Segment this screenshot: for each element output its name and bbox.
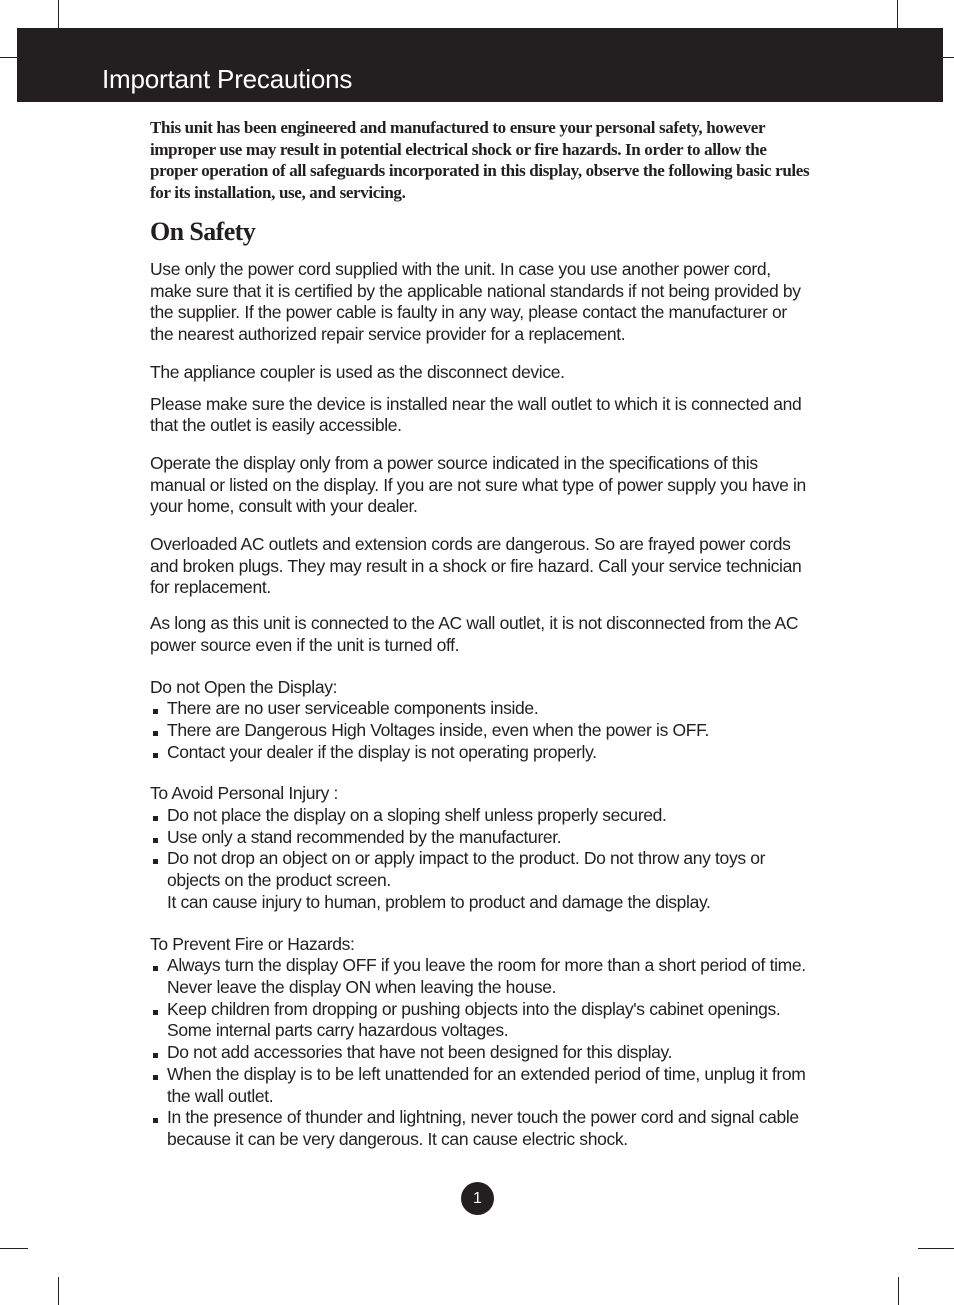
- crop-mark-top-left-vertical: [58, 0, 59, 28]
- bullet-square-icon: [153, 1075, 158, 1080]
- bullet-square-icon: [153, 816, 158, 821]
- list-item: In the presence of thunder and lightning, never touch the power cord and signal cable because it can be very dangerous. It can cause electric shock.: [150, 1107, 810, 1150]
- bullet-square-icon: [153, 731, 158, 736]
- bullet-square-icon: [153, 1010, 158, 1015]
- bullet-square-icon: [153, 859, 158, 864]
- crop-mark-bottom-left-vertical: [58, 1277, 59, 1305]
- crop-mark-top-right-vertical: [897, 0, 898, 28]
- crop-mark-top-left-horizontal: [0, 57, 17, 58]
- bullet-list-do-not-open: [150, 698, 810, 763]
- list-item: Do not drop an object on or apply impact to the product. Do not throw any toys or objects on the product screen.: [150, 848, 810, 891]
- crop-mark-bottom-right-vertical: [898, 1277, 899, 1305]
- safety-paragraph-power-cord: Use only the power cord supplied with the unit. In case you use another power cord, make sure that it is certified by the applicable national standards if not being provided by the supplier. If the power cable is faulty in any way, please contact the manufacturer or the nearest authorized repair service provider for a replacement.: [150, 259, 801, 345]
- list-item-note: It can cause injury to human, problem to product and damage the display.: [167, 891, 711, 912]
- safety-paragraph-disconnect: As long as this unit is connected to the AC wall outlet, it is not disconnected from the AC power source even if the unit is turned off.: [150, 613, 799, 655]
- bullet-square-icon: [153, 1053, 158, 1058]
- page-number-badge: 1: [461, 1182, 494, 1215]
- safety-paragraph-wall-outlet: Please make sure the device is installed near the wall outlet to which it is connected and that the outlet is easily accessible.: [150, 393, 802, 436]
- safety-paragraph-overload: Overloaded AC outlets and extension cords are dangerous. So are frayed power cords and broken plugs. They may result in a shock or fire hazard. Call your service technician for replacement.: [150, 534, 802, 598]
- crop-mark-bottom-left-horizontal: [0, 1248, 28, 1249]
- bullet-square-icon: [153, 709, 158, 714]
- list-item: Use only a stand recommended by the manufacturer.: [150, 827, 810, 849]
- group-heading-personal-injury: To Avoid Personal Injury :: [150, 783, 339, 804]
- crop-mark-top-right-horizontal: [943, 57, 954, 58]
- safety-paragraph-coupler: The appliance coupler is used as the disconnect device.: [150, 361, 565, 382]
- header-bar: [17, 28, 943, 102]
- bullet-square-icon: [153, 838, 158, 843]
- bullet-square-icon: [153, 1118, 158, 1123]
- list-item: Do not place the display on a sloping shelf unless properly secured.: [150, 805, 810, 827]
- list-item: Always turn the display OFF if you leave the room for more than a short period of time. Never leave the display ON when leaving the house.: [150, 955, 810, 998]
- list-item: Contact your dealer if the display is not operating properly.: [150, 742, 810, 764]
- crop-mark-bottom-right-horizontal: [918, 1248, 954, 1249]
- group-heading-fire-hazards: To Prevent Fire or Hazards:: [150, 933, 355, 954]
- list-item: Keep children from dropping or pushing objects into the display's cabinet openings. Some internal parts carry hazardous voltages.: [150, 999, 810, 1042]
- section-title: On Safety: [150, 217, 256, 246]
- bullet-square-icon: [153, 966, 158, 971]
- bullet-list-personal-injury: [150, 805, 810, 914]
- bullet-list-fire-hazards: [150, 955, 810, 1150]
- safety-paragraph-power-source: Operate the display only from a power source indicated in the specifications of this manual or listed on the display. If you are not sure what type of power supply you have in your home, consult with your dealer.: [150, 452, 806, 517]
- list-item: There are no user serviceable components inside.: [150, 698, 810, 720]
- list-item: There are Dangerous High Voltages inside, even when the power is OFF.: [150, 720, 810, 742]
- group-heading-do-not-open: Do not Open the Display:: [150, 676, 338, 697]
- document-body: [150, 117, 810, 1151]
- list-item: When the display is to be left unattended for an extended period of time, unplug it from the wall outlet.: [150, 1064, 810, 1107]
- intro-paragraph: This unit has been engineered and manufactured to ensure your personal safety, however improper use may result in potential electrical shock or fire hazards. In order to allow the proper operation of all safeguards incorporated in this display, observe the following basic rules for its installation, use, and servicing.: [150, 118, 810, 202]
- list-item: Do not add accessories that have not been designed for this display.: [150, 1042, 810, 1064]
- bullet-square-icon: [153, 753, 158, 758]
- page-title: Important Precautions: [102, 64, 353, 94]
